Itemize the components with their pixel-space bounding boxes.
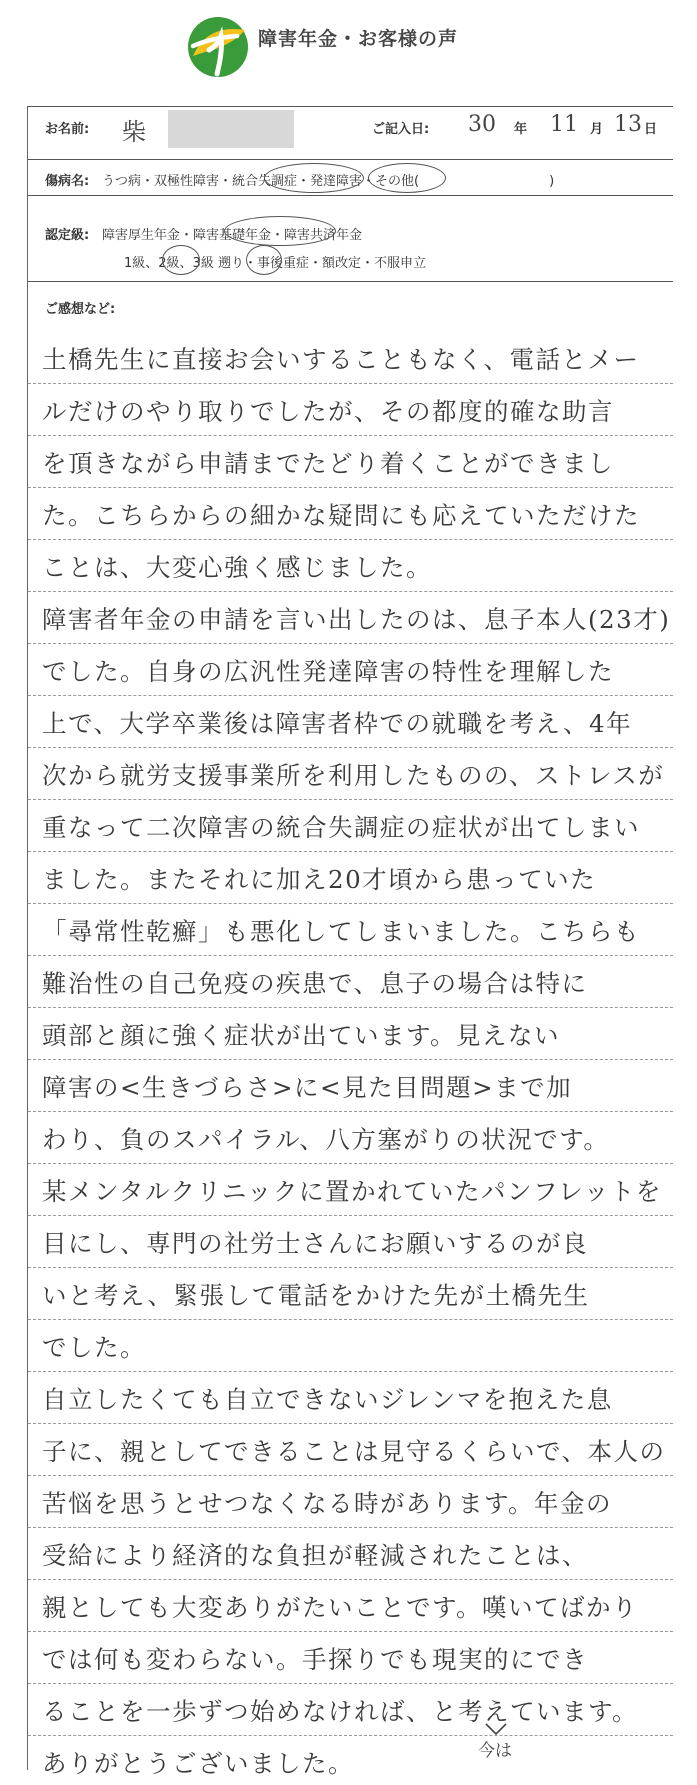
name-value: 柴 (122, 118, 146, 146)
grade-options: 1級、2級、3級 遡り・事後重症・額改定・不服申立 (124, 256, 426, 271)
name-label: お名前: (45, 122, 90, 137)
body-line: ることを一歩ずつ始めなければ、と考えています。 (42, 1697, 639, 1726)
ruling-line (28, 591, 673, 592)
ruling-line (28, 851, 673, 852)
body-line: 親としても大変ありがたいことです。嘆いてばかり (42, 1593, 639, 1622)
body-line: 土橋先生に直接お会いすることもなく、電話とメー (42, 345, 640, 374)
ruling-line (28, 695, 673, 696)
ruling-line (28, 1371, 673, 1372)
date-label: ご記入日: (372, 122, 430, 137)
body-line: ルだけのやり取りでしたが、その都度的確な助言 (42, 397, 614, 426)
ruling-line (28, 1475, 673, 1476)
ruling-line (28, 1319, 673, 1320)
ruling-line (28, 1579, 673, 1580)
body-line: 次から就労支援事業所を利用したものの、ストレスが (42, 761, 665, 790)
body-line: ました。またそれに加え20才頃から患っていた (42, 865, 597, 894)
ruling-line (28, 383, 673, 384)
ruling-line (28, 643, 673, 644)
selection-circle (264, 163, 364, 193)
caret-mark-icon (484, 1722, 508, 1736)
grade-label: 認定級: (45, 228, 90, 243)
body-line: 目にし、専門の社労士さんにお願いするのが良 (42, 1229, 588, 1258)
body-line: 苦悩を思うとせつなくなる時があります。年金の (42, 1489, 613, 1518)
divider (28, 195, 673, 196)
selection-circle (368, 163, 446, 193)
body-line: 上で、大学卒業後は障害者枠での就職を考え、4年 (42, 709, 633, 738)
ruling-line (28, 1631, 673, 1632)
ruling-line (28, 747, 673, 748)
body-line: 頭部と顔に強く症状が出ています。見えない (42, 1021, 561, 1050)
selection-circle (246, 245, 282, 275)
ruling-line (28, 1215, 673, 1216)
date-day: 13 (614, 112, 642, 137)
body-line: 重なって二次障害の統合失調症の症状が出てしまい (42, 813, 640, 842)
body-line: ことは、大変心強く感じました。 (42, 553, 432, 582)
pension-types: 障害厚生年金・障害基礎年金・障害共済年金 (102, 228, 363, 243)
body-line: 障害の<生きづらさ>に<見た目問題>まで加 (42, 1073, 573, 1102)
disease-label: 傷病名: (45, 174, 90, 189)
ruling-line (28, 903, 673, 904)
ruling-line (28, 1111, 673, 1112)
name-redaction (168, 110, 294, 148)
divider (28, 106, 673, 107)
body-line: 障害者年金の申請を言い出したのは、息子本人(23才) (42, 605, 671, 634)
date-year: 30 (468, 112, 496, 137)
body-line: 某メンタルクリニックに置かれていたパンフレットを (42, 1177, 662, 1206)
body-line: た。こちらからの細かな疑問にも応えていただけた (42, 501, 640, 530)
impressions-label: ご感想など: (45, 302, 116, 317)
body-line: わり、負のスパイラル、八方塞がりの状況です。 (42, 1125, 610, 1154)
date-day-unit: 日 (644, 122, 658, 137)
ruling-line (28, 1683, 673, 1684)
ruling-line (28, 799, 673, 800)
ruling-line (28, 1267, 673, 1268)
page-title: 障害年金・お客様の声 (258, 28, 459, 50)
ruling-line (28, 1059, 673, 1060)
body-line: 難治性の自己免疫の疾患で、息子の場合は特に (42, 969, 588, 998)
ruling-line (28, 539, 673, 540)
body-line: 子に、親としてできることは見守るくらいで、本人の (42, 1437, 666, 1466)
divider (28, 281, 673, 282)
body-line: では何も変わらない。手探りでも現実的にでき (42, 1645, 588, 1674)
divider (28, 159, 673, 160)
ruling-line (28, 1423, 673, 1424)
body-line: でした。 (42, 1333, 146, 1362)
ruling-line (28, 955, 673, 956)
body-line: 受給により経済的な負担が軽減されたことは、 (42, 1541, 588, 1570)
selection-circle (224, 216, 336, 246)
disease-options: うつ病・双極性障害・統合失調症・発達障害・その他( ) (102, 174, 555, 189)
leaf-logo-icon (187, 16, 249, 78)
ruling-line (28, 435, 673, 436)
selection-circle (162, 245, 200, 275)
ruling-line (28, 487, 673, 488)
date-month: 11 (550, 112, 578, 137)
date-month-unit: 月 (590, 122, 604, 137)
ruling-line (28, 1527, 673, 1528)
body-line: 「尋常性乾癬」も悪化してしまいました。こちらも (42, 917, 640, 946)
body-line: を頂きながら申請までたどり着くことができまし (42, 449, 614, 478)
ruling-line (28, 1007, 673, 1008)
ruling-line (28, 1163, 673, 1164)
body-line: ありがとうございました。 (42, 1749, 354, 1778)
body-line: 自立したくても自立できないジレンマを抱えた息 (42, 1385, 613, 1414)
ruling-line (28, 1735, 673, 1736)
body-line: いと考え、緊張して電話をかけた先が土橋先生 (42, 1281, 590, 1310)
body-line: でした。自身の広汎性発達障害の特性を理解した (42, 657, 614, 686)
insert-note: 今は (478, 1741, 512, 1761)
date-year-unit: 年 (514, 122, 528, 137)
